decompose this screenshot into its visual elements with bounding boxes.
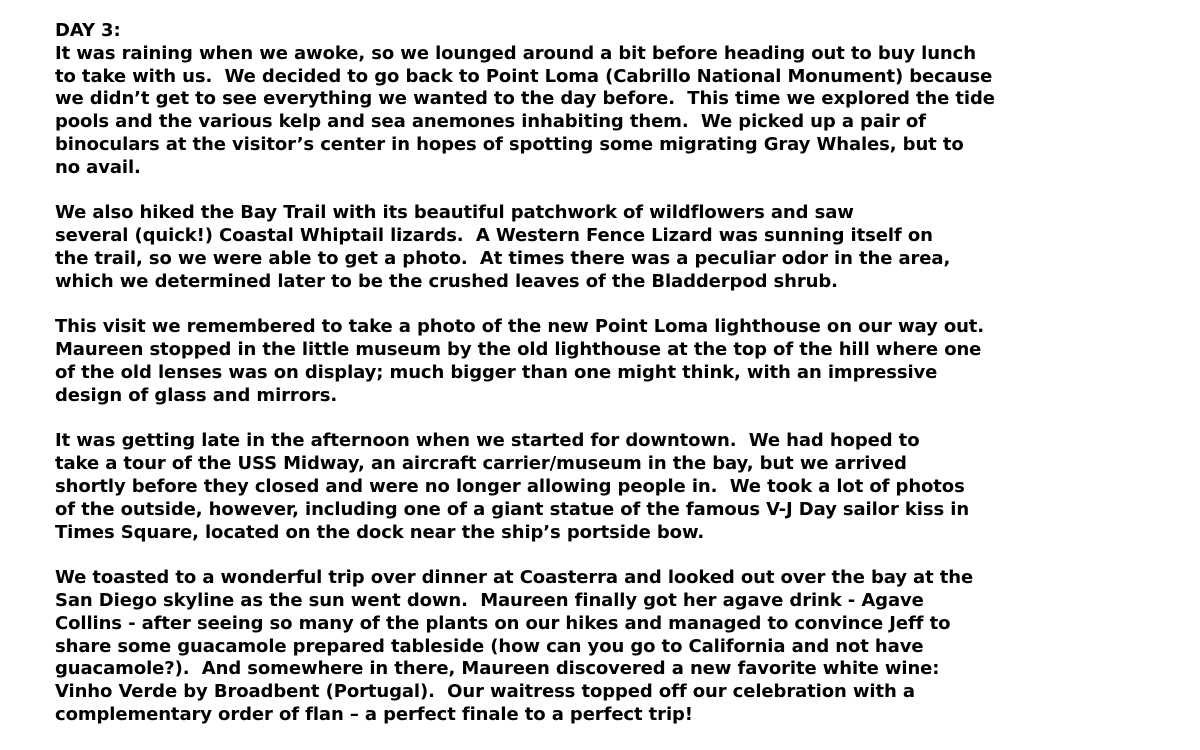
text-line: Collins - after seeing so many of the plants on our hikes and managed to convince Jeff to: [55, 612, 951, 634]
text-line: This visit we remembered to take a photo of the new Point Loma lighthouse on our way out.: [55, 316, 985, 338]
text-line: We also hiked the Bay Trail with its beautiful patchwork of wildflowers and saw: [55, 202, 854, 224]
text-line: We toasted to a wonderful trip over dinner at Coasterra and looked out over the bay at the: [55, 567, 974, 589]
document-body: [55, 20, 1175, 727]
text-line: of the outside, however, including one of a giant statue of the famous V-J Day sailor kiss in: [55, 498, 970, 520]
text-line: we didn’t get to see everything we wanted to the day before. This time we explored the tide: [55, 88, 995, 110]
paragraph-morning-point-loma: [55, 43, 1175, 180]
text-line: Vinho Verde by Broadbent (Portugal). Our waitress topped off our celebration with a: [55, 681, 915, 703]
text-line: share some guacamole prepared tableside (how can you go to California and not have: [55, 635, 924, 657]
text-line: no avail.: [55, 156, 141, 178]
text-line: guacamole?). And somewhere in there, Maureen discovered a new favorite white wine:: [55, 658, 940, 680]
text-line: complementary order of flan – a perfect finale to a perfect trip!: [55, 703, 693, 725]
text-line: take a tour of the USS Midway, an aircraft carrier/museum in the bay, but we arrived: [55, 453, 907, 475]
text-line: Maureen stopped in the little museum by the old lighthouse at the top of the hill where one: [55, 339, 982, 361]
text-line: binoculars at the visitor’s center in hopes of spotting some migrating Gray Whales, but to: [55, 133, 964, 155]
text-line: shortly before they closed and were no longer allowing people in. We took a lot of photos: [55, 475, 965, 497]
text-line: to take with us. We decided to go back to Point Loma (Cabrillo National Monument) because: [55, 65, 993, 87]
text-line: San Diego skyline as the sun went down. Maureen finally got her agave drink - Agave: [55, 589, 924, 611]
paragraph-uss-midway: [55, 430, 1175, 544]
text-line: design of glass and mirrors.: [55, 384, 338, 406]
text-line: It was getting late in the afternoon when we started for downtown. We had hoped to: [55, 430, 920, 452]
text-line: Times Square, located on the dock near the ship’s portside bow.: [55, 521, 705, 543]
text-line: It was raining when we awoke, so we lounged around a bit before heading out to buy lunch: [55, 42, 976, 64]
paragraph-lighthouse: [55, 316, 1175, 407]
paragraph-dinner-coasterra: [55, 567, 1175, 727]
text-line: pools and the various kelp and sea anemones inhabiting them. We picked up a pair of: [55, 111, 926, 133]
text-line: several (quick!) Coastal Whiptail lizards. A Western Fence Lizard was sunning itself on: [55, 225, 933, 247]
text-line: the trail, so we were able to get a photo. At times there was a peculiar odor in the area,: [55, 247, 951, 269]
text-line: which we determined later to be the crushed leaves of the Bladderpod shrub.: [55, 270, 838, 292]
day-heading: DAY 3:: [55, 20, 121, 41]
paragraph-bay-trail: [55, 202, 1175, 293]
text-line: of the old lenses was on display; much bigger than one might think, with an impressive: [55, 361, 938, 383]
